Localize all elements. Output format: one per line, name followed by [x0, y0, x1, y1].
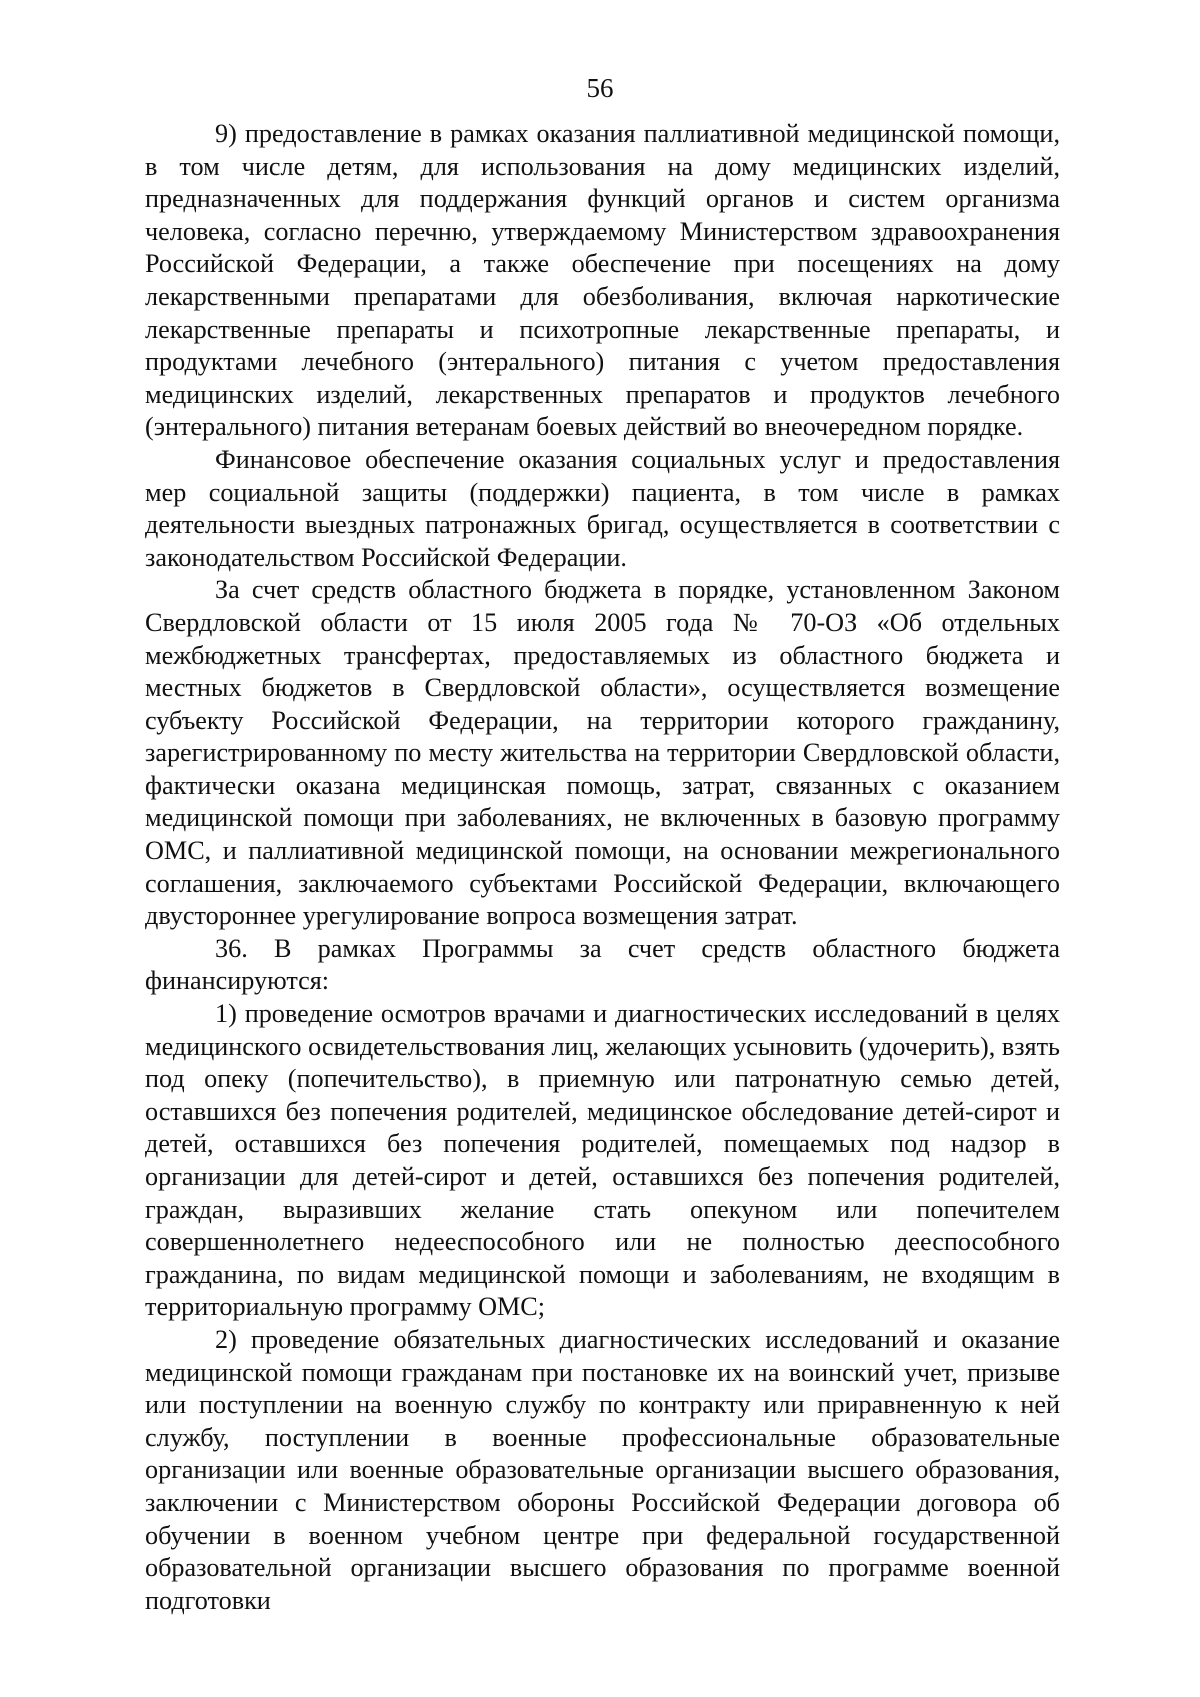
page-number: 56: [586, 73, 614, 103]
paragraph-social-services-funding: Финансовое обеспечение оказания социальных услуг и предоставления мер социальной защиты (поддержки) пациента, в том числе в рамках деятельности выездных патронажных бригад, осуществляется в соответствии с законодательством Российской Федерации.: [145, 444, 1060, 572]
paragraph-regional-budget-compensation: За счет средств областного бюджета в порядке, установленном Законом Свердловской области от 15 июля 2005 года № 70-ОЗ «Об отдельных межбюджетных трансфертах, предоставляемых из областного бюджета и местных бюджетов в Свердловской области», осуществляется возмещение субъекту Российской Федерации, на территории которого гражданину, зарегистрированному по месту жительства на территории Свердловской области, фактически оказана медицинская помощь, затрат, связанных с оказанием медицинской помощи при заболеваниях, не включенных в базовую программу ОМС, и паллиативной медицинской помощи, на основании межрегионального соглашения, заключаемого субъектами Российской Федерации, включающего двустороннее урегулирование вопроса возмещения затрат.: [145, 575, 1060, 931]
paragraph-item-1-adoption-exams: 1) проведение осмотров врачами и диагностических исследований в целях медицинского освидетельствования лиц, желающих усыновить (удочерить), взять под опеку (попечительство), в приемную или патронатную семью детей, оставшихся без попечения родителей, медицинское обследование детей-сирот и детей, оставшихся без попечения родителей, помещаемых под надзор в организации для детей-сирот и детей, оставшихся без попечения родителей, граждан, выразивших желание стать опекуном или попечителем совершеннолетнего недееспособного или не полностью дееспособного гражданина, по видам медицинской помощи и заболеваниям, не входящим в территориальную программу ОМС;: [145, 999, 1060, 1322]
paragraph-item-2-military-exams: 2) проведение обязательных диагностических исследований и оказание медицинской помощи гражданам при постановке их на воинский учет, призыве или поступлении на военную службу по контракту или приравненную к ней службу, поступлении в военные профессиональные образовательные организации или военные образовательные организации высшего образования, заключении с Министерством обороны Российской Федерации договора об обучении в военном учебном центре при федеральной государственной образовательной организации высшего образования по программе военной подготовки: [145, 1324, 1060, 1615]
paragraph-section-36-heading: 36. В рамках Программы за счет средств областного бюджета финансируются:: [145, 933, 1060, 996]
paragraph-palliative-devices: 9) предоставление в рамках оказания паллиативной медицинской помощи, в том числе детям, для использования на дому медицинских изделий, предназначенных для поддержания функций органов и систем организма человека, согласно перечню, утверждаемому Министерством здравоохранения Российской Федерации, а также обеспечение при посещениях на дому лекарственными препаратами для обезболивания, включая наркотические лекарственные препараты и психотропные лекарственные препараты, и продуктами лечебного (энтерального) питания с учетом предоставления медицинских изделий, лекарственных препаратов и продуктов лечебного (энтерального) питания ветеранам боевых действий во внеочередном порядке.: [145, 119, 1060, 442]
document-body: [145, 118, 1060, 1617]
